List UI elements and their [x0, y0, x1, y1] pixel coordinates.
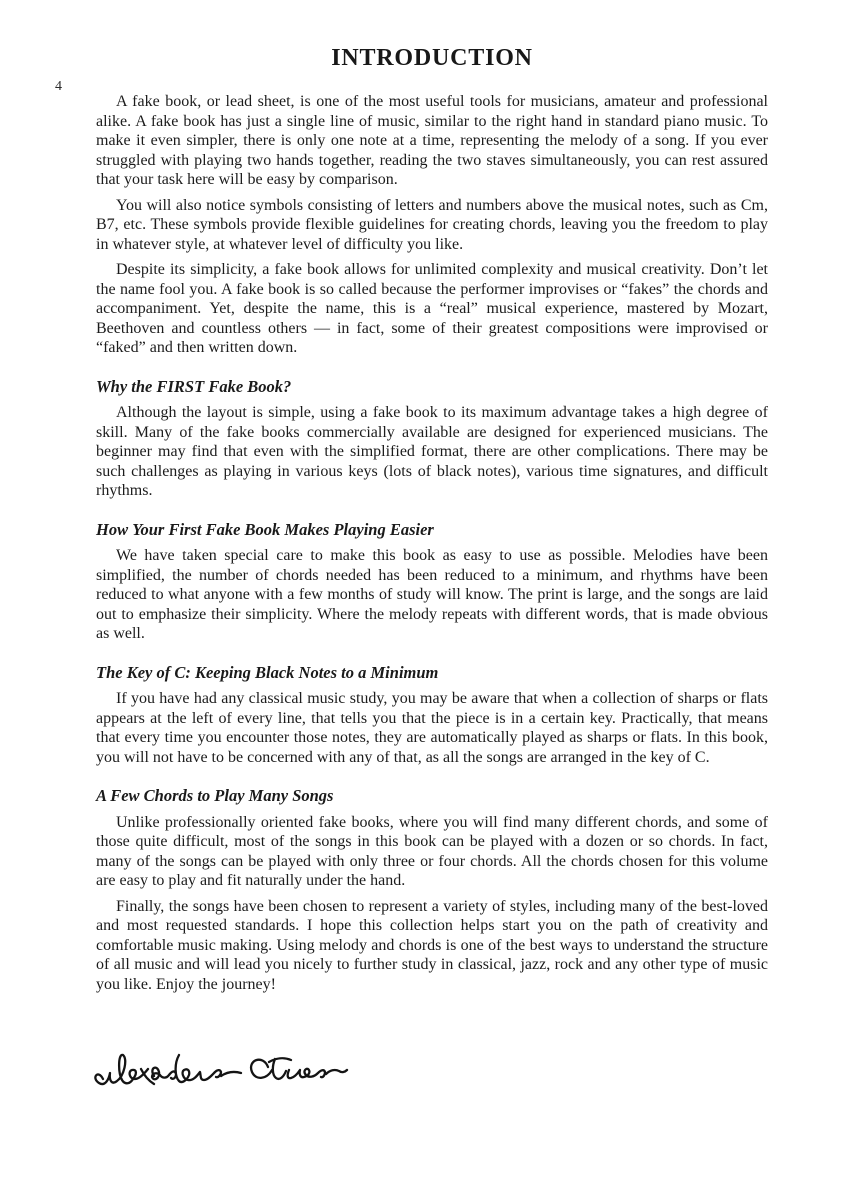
- page-content: [96, 92, 768, 1102]
- paragraph: Finally, the songs have been chosen to represent a variety of styles, including many of the best-loved and most requested standards. I hope this collection helps start you on the path of creativity and comfortable music making. Using melody and chords is one of the best ways to understand the structure of all music and will lead you nicely to further study in classical, jazz, rock and any other type of music you like. Enjoy the journey!: [96, 897, 768, 993]
- signature-stroke-last-name: [251, 1058, 347, 1079]
- paragraph: Despite its simplicity, a fake book allows for unlimited complexity and musical creativity. Don’t let the name fool you. A fake book is so called because the performer improvises or “fakes” the chords and accompaniment. Yet, despite the name, this is a “real” musical experience, mastered by Mozart, Beethoven and countless others — in fact, some of their greatest compositions were improvised or “faked” and then written down.: [96, 261, 768, 356]
- section-heading-text: Why the FIRST Fake Book?: [96, 376, 292, 396]
- section-heading: [96, 520, 768, 540]
- page-number: 4: [55, 79, 62, 94]
- paragraph: Unlike professionally oriented fake books, where you will find many different chords, and some of those quite difficult, most of the songs in this book can be played with a dozen or so chords. In fact, many of the songs can be played with only three or four chords. All the chords chosen for this volume are easy to play and fit naturally under the hand.: [96, 813, 768, 889]
- signature-block: [94, 1042, 356, 1102]
- paragraph: You will also notice symbols consisting of letters and numbers above the musical notes, such as Cm, B7, etc. These symbols provide flexible guidelines for creating chords, leaving you the freedom to play in whatever style, at whatever level of difficulty you like.: [96, 196, 768, 253]
- section-heading-text: How: [96, 519, 133, 539]
- signature-stroke-first-name: [95, 1055, 241, 1084]
- paragraph: A fake book, or lead sheet, is one of the most useful tools for musicians, amateur and professional alike. A fake book has just a single line of music, similar to the right hand in standard piano music. To make it even simpler, there is only one note at a time, representing the melody of a song. If you ever struggled with playing two hands together, reading the two staves simultaneously, you can rest assured that your task here will be easy by comparison.: [96, 93, 768, 188]
- sections-container: [96, 92, 768, 994]
- paragraph: If you have had any classical music study, you may be aware that when a collection of sharps or flats appears at the left of every line, that tells you that the piece is in a certain key. Practically, that means that every time you encounter those notes, they are automatically played as sharps or flats. In this book, you will not have to be concerned with any of that, as all the songs are arranged in the key of C.: [96, 690, 768, 766]
- paragraph: Although the layout is simple, using a fake book to its maximum advantage takes a high degree of skill. Many of the fake books commercially available are designed for experienced musicians. The beginner may find that even with the simplified format, there are other complications. There may be such challenges as playing in various keys (lots of black notes), various time signatures, and difficult rhythms.: [96, 404, 768, 499]
- section-heading: [96, 786, 768, 806]
- page-title: INTRODUCTION: [331, 45, 533, 71]
- paragraph: We have taken special care to make this book as easy to use as possible. Melodies have been simplified, the number of chords needed has been reduced to a minimum, and rhythms have been reduced to what anyone with a few months of study will know. The print is large, and the songs are laid out to emphasize their simplicity. Where the melody repeats with different words, that is made obvious as well.: [96, 547, 768, 642]
- section-heading: [96, 377, 768, 397]
- section-heading-bold-text: Your First Fake Book: [132, 519, 281, 539]
- section-heading-text: The Key of C: Keeping Black Notes to a Minimum: [96, 662, 439, 682]
- section-heading: [96, 663, 768, 683]
- section-heading-text: Makes Playing Easier: [280, 519, 434, 539]
- signature-image: [94, 1042, 356, 1102]
- section-heading-text: A Few Chords to Play Many Songs: [96, 786, 334, 805]
